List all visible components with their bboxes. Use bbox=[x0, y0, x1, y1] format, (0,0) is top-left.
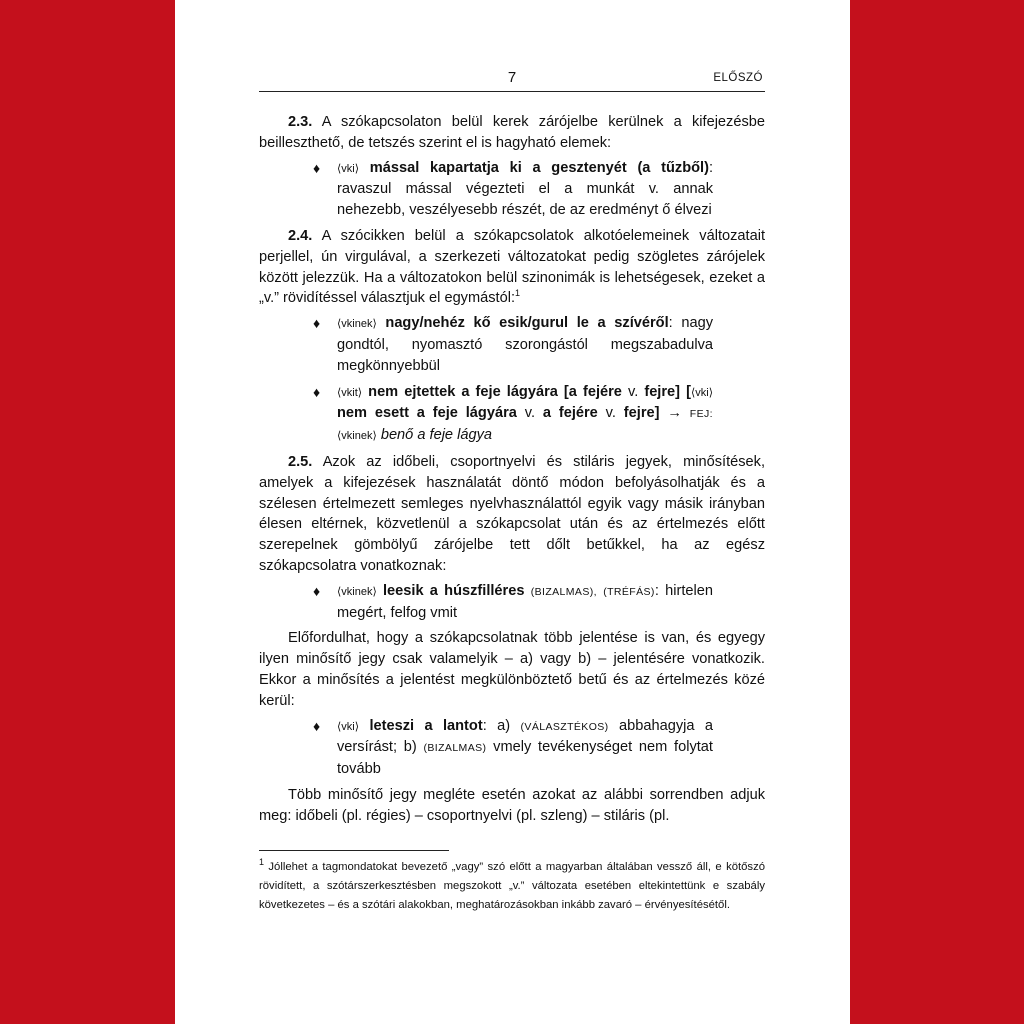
usage-qualifier: (BIZALMAS) bbox=[423, 742, 487, 755]
footnote bbox=[259, 858, 765, 915]
usage-qualifier: (VÁLASZTÉKOS) bbox=[520, 720, 609, 733]
valency-marker: ⟨vki⟩ bbox=[690, 386, 713, 399]
definition: vmely tevékenységet nem folytat tovább bbox=[337, 739, 713, 778]
headphrase-variant: a fejére bbox=[542, 405, 598, 422]
valency-marker: ⟨vki⟩ bbox=[337, 720, 360, 733]
definition: : nagy gondtól, nyomasztó szorongástól megszabadulva megkönnyebbül bbox=[337, 315, 713, 374]
paragraph-text: Több minősítő jegy megléte esetén azokat az alábbi sorrendben adjuk meg: időbeli (pl. régies) – csoportnyelvi (pl. szleng) – stiláris (pl. bbox=[259, 786, 765, 824]
footnote-mark: 1 bbox=[259, 857, 265, 868]
diamond-bullet-icon: ♦ bbox=[313, 383, 321, 400]
page-body bbox=[259, 112, 765, 831]
paragraph-text: Azok az időbeli, csoportnyelvi és stiláris jegyek, minősítések, amelyek a kifejezések használatát döntő módon befolyásolhatják és a szélesen értelmezett semleges nyelvhasználattól egyik vagy másik irányban élesen eltérnek, közvetlenül a szókapcsolat után és az értelmezés előtt szerepelnek gömbölyű zárójelbe tett dőlt betűkkel, ha az egész szókapcsolatra vonatkoznak: bbox=[259, 453, 766, 574]
page-header bbox=[259, 67, 765, 92]
definition: abbahagyja a versírást; b) bbox=[337, 717, 713, 756]
headphrase: leesik a húszfilléres bbox=[383, 582, 525, 599]
example-entry bbox=[259, 581, 765, 624]
cross-reference-target: benő a feje lágya bbox=[380, 427, 492, 444]
diamond-bullet-icon: ♦ bbox=[313, 159, 321, 176]
variant-separator: v. bbox=[627, 383, 639, 400]
footnote-ref: 1 bbox=[515, 288, 521, 299]
valency-marker: ⟨vkinek⟩ bbox=[337, 318, 377, 331]
section-number: 2.5. bbox=[288, 453, 313, 470]
headphrase: leteszi a lantot bbox=[369, 717, 483, 734]
footnote-divider bbox=[259, 850, 449, 851]
sense-label: : a) bbox=[482, 717, 511, 734]
headphrase-variant: fejre] bbox=[623, 405, 660, 422]
headphrase-variant: nem esett a feje lágyára bbox=[337, 405, 517, 422]
definition: : ravaszul mással végezteti el a munkát v. annak nehezebb, veszélyesebb részét, de az eredményt ő élvezi bbox=[337, 159, 714, 219]
book-page bbox=[175, 0, 850, 1024]
cross-reference-arrow-icon: → bbox=[667, 405, 682, 422]
definition: : hirtelen megért, felfog vmit bbox=[337, 582, 713, 621]
headphrase-variant: fejre] bbox=[644, 383, 681, 400]
paragraph-2-5 bbox=[259, 452, 765, 577]
paragraph-text: A szócikken belül a szókapcsolatok alkotóelemeinek változatait perjellel, ún virgulával, a szerkezeti változatokat pedig szögletes zárójelek között jelezzük. Ha a változatokon belül szinonimák is lehetségesek, ezeket a „v.” rövidítéssel választjuk el egymástól: bbox=[259, 227, 766, 307]
headphrase: mással kapartatja ki a gesztenyét (a tűzből) bbox=[369, 159, 709, 176]
valency-marker: ⟨vkinek⟩ bbox=[337, 430, 377, 443]
section-number: 2.4. bbox=[288, 227, 313, 244]
example-entry bbox=[259, 716, 765, 780]
paragraph-2-4 bbox=[259, 226, 765, 309]
valency-marker: ⟨vki⟩ bbox=[337, 162, 360, 175]
example-entry bbox=[259, 158, 765, 221]
page-number: 7 bbox=[507, 69, 517, 86]
bracket-open: [ bbox=[686, 383, 691, 400]
headphrase: nagy/nehéz kő esik/gurul le a szívéről bbox=[385, 315, 669, 332]
usage-qualifier: (TRÉFÁS) bbox=[603, 585, 655, 598]
paragraph-2-3 bbox=[259, 112, 765, 154]
variant-separator: v. bbox=[524, 405, 536, 422]
headphrase: nem ejtettek a feje lágyára [a fejére bbox=[368, 383, 622, 400]
footnote-text: Jóllehet a tagmondatokat bevezető „vagy” szó előtt a magyarban általában vessző áll, e kötőszó rövidített, a szótárszerkesztésben megszokott „v.” változata esetében eltekintettünk e szabály következetes – és a szótári alakokban, meghatározásokban inkább zavaró – érvényesítésétől. bbox=[259, 861, 765, 911]
running-head: ELŐSZÓ bbox=[713, 72, 763, 84]
section-number: 2.3. bbox=[288, 114, 313, 130]
diamond-bullet-icon: ♦ bbox=[313, 582, 321, 599]
diamond-bullet-icon: ♦ bbox=[313, 717, 321, 734]
diamond-bullet-icon: ♦ bbox=[313, 315, 321, 332]
example-entry bbox=[259, 313, 765, 376]
paragraph-text: A szókapcsolaton belül kerek zárójelbe kerülnek a kifejezésbe beilleszthető, de tetszés szerint el is hagyható elemek: bbox=[259, 114, 765, 151]
example-entry bbox=[259, 382, 765, 447]
valency-marker: ⟨vkit⟩ bbox=[337, 386, 363, 399]
usage-qualifier: (BIZALMAS), bbox=[530, 585, 597, 598]
cross-reference-label: FEJ: bbox=[689, 408, 713, 421]
variant-separator: v. bbox=[605, 405, 616, 422]
valency-marker: ⟨vkinek⟩ bbox=[337, 585, 377, 598]
paragraph-text: Előfordulhat, hogy a szókapcsolatnak több jelentése is van, és egyegy ilyen minősítő jegy csak valamelyik – a) vagy b) – jelentésére vonatkozik. Ekkor a minősítés a jelentést megkülönböztető betű és az értelmezés közé kerül: bbox=[259, 630, 765, 709]
